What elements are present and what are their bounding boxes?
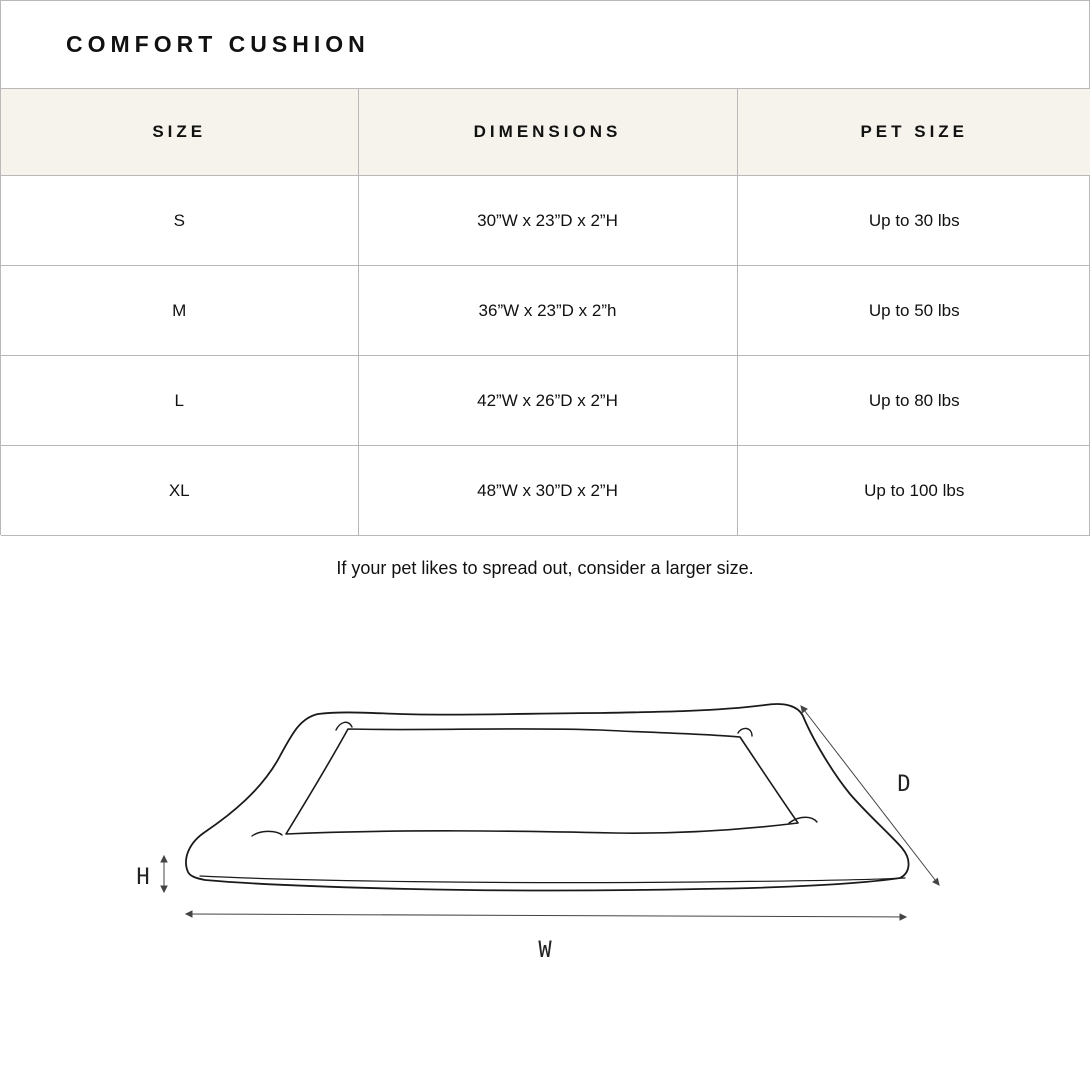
height-arrow-bottom — [161, 886, 167, 892]
cell-dimensions: 36”W x 23”D x 2”h — [358, 266, 737, 356]
cell-size: L — [1, 356, 358, 446]
cell-size: XL — [1, 446, 358, 536]
dimension-lines — [161, 706, 939, 920]
header-dimensions: DIMENSIONS — [358, 89, 737, 176]
depth-dimension-line — [801, 706, 939, 885]
depth-label: D — [897, 772, 911, 797]
depth-arrow-top — [801, 706, 807, 713]
width-arrow-left — [186, 911, 192, 917]
cell-pet-size: Up to 30 lbs — [737, 176, 1090, 266]
header-size: SIZE — [1, 89, 358, 176]
cell-pet-size: Up to 80 lbs — [737, 356, 1090, 446]
header-pet-size: PET SIZE — [737, 89, 1090, 176]
cell-size: M — [1, 266, 358, 356]
cell-dimensions: 48”W x 30”D x 2”H — [358, 446, 737, 536]
cell-size: S — [1, 176, 358, 266]
width-label: W — [538, 938, 552, 963]
cell-dimensions: 42”W x 26”D x 2”H — [358, 356, 737, 446]
cell-dimensions: 30”W x 23”D x 2”H — [358, 176, 737, 266]
width-dimension-line — [186, 914, 906, 917]
height-arrow-top — [161, 856, 167, 862]
cushion-illustration — [186, 704, 909, 890]
width-arrow-right — [900, 914, 906, 920]
cell-pet-size: Up to 100 lbs — [737, 446, 1090, 536]
page-title: COMFORT CUSHION — [66, 31, 370, 57]
size-note: If your pet likes to spread out, consider a larger size. — [336, 558, 754, 578]
cell-pet-size: Up to 50 lbs — [737, 266, 1090, 356]
height-label: H — [136, 865, 150, 890]
depth-arrow-bottom — [933, 879, 939, 886]
